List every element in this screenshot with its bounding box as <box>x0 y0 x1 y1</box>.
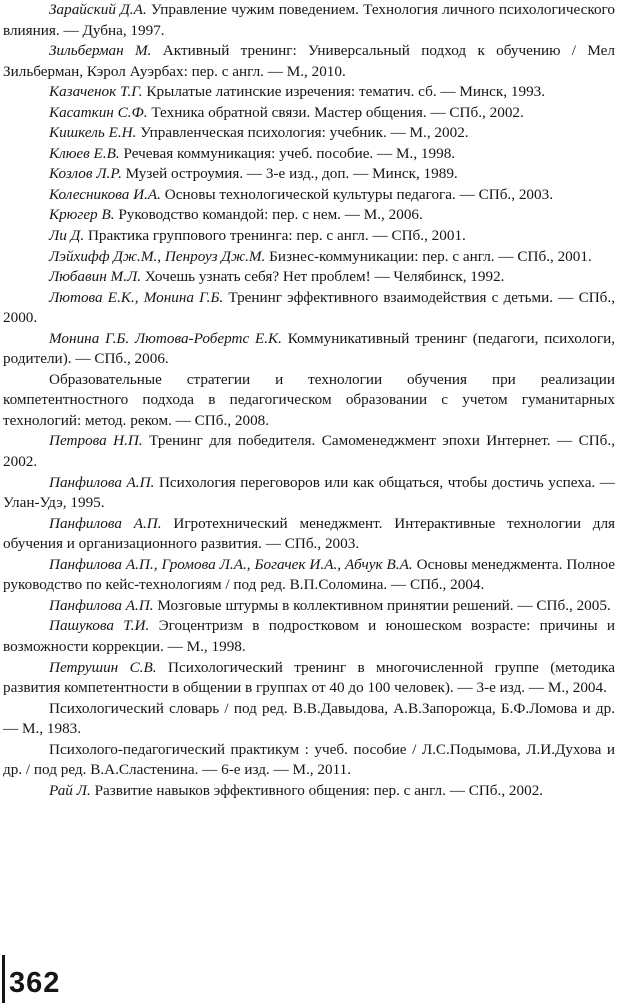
reference-item <box>3 699 615 740</box>
reference-author: Петрушин С.В. <box>49 658 157 676</box>
reference-text: Речевая коммуникация: учеб. пособие. — М., 1998. <box>119 144 456 162</box>
reference-text: Психологический тренинг в многочисленной группе (методика развития компетентности в общении в группах от 40 до 100 человек). — 3-е изд. — М., 2004. <box>3 658 615 697</box>
reference-item <box>3 123 615 144</box>
reference-text: Музей остроумия. — 3-е изд., доп. — Минск, 1989. <box>121 165 458 183</box>
reference-author: Ли Д. <box>49 227 85 245</box>
reference-author: Кишкель Е.Н. <box>49 124 137 142</box>
reference-text: Психологический словарь / под ред. В.В.Давыдова, А.В.Запорожца, Б.Ф.Ломова и др. — М., 1983. <box>3 699 615 738</box>
reference-item <box>3 82 615 103</box>
reference-item <box>3 0 615 41</box>
reference-text: Мозговые штурмы в коллективном принятии решений. — СПб., 2005. <box>153 596 611 614</box>
reference-author: Панфилова А.П. <box>49 596 154 614</box>
reference-text: Развитие навыков эффективного общения: пер. с англ. — СПб., 2002. <box>90 781 544 799</box>
reference-text: Психология переговоров или как общаться, чтобы достичь успеха. — Улан-Удэ, 1995. <box>3 473 615 512</box>
reference-text: Управление чужим поведением. Технология личного психологического влияния. — Дубна, 1997. <box>3 1 615 39</box>
reference-list <box>3 0 615 801</box>
reference-item <box>3 431 615 472</box>
reference-author: Панфилова А.П. <box>49 514 162 532</box>
reference-text: Управленческая психология: учебник. — М., 2002. <box>136 124 469 142</box>
reference-item <box>3 247 615 268</box>
reference-item <box>3 205 615 226</box>
reference-author: Петрова Н.П. <box>49 432 143 450</box>
reference-item <box>3 740 615 781</box>
reference-text: Тренинг эффективного взаимодействия с детьми. — СПб., 2000. <box>3 288 616 327</box>
page-number-bar <box>2 955 5 1003</box>
reference-text: Психолого-педагогический практикум : учеб. пособие / Л.С.Подымова, Л.И.Духова и др. / под ред. В.А.Сластенина. — 6-е изд. — М., 2011. <box>3 740 615 779</box>
reference-item <box>3 41 615 82</box>
reference-text: Основы технологической культуры педагога. — СПб., 2003. <box>160 185 553 203</box>
reference-text: Хочешь узнать себя? Нет проблем! — Челябинск, 1992. <box>141 268 505 286</box>
reference-item <box>3 514 615 555</box>
reference-text: Активный тренинг: Универсальный подход к обучению / Мел Зильберман, Кэрол Ауэрбах: пер. с англ. — М., 2010. <box>3 42 615 80</box>
reference-item <box>3 267 615 288</box>
reference-text: Игротехнический менеджмент. Интерактивные технологии для обучения и организационного развития. — СПб., 2003. <box>3 514 616 553</box>
reference-text: Практика группового тренинга: пер. с англ. — СПб., 2001. <box>84 227 466 245</box>
reference-author: Лютова Е.К., Монина Г.Б. <box>49 288 224 306</box>
reference-text: Коммуникативный тренинг (педагоги, психологи, родители). — СПб., 2006. <box>3 329 615 368</box>
reference-text: Основы менеджмента. Полное руководство по кейс-технологиям / под ред. В.П.Соломина. — СПб., 2004. <box>3 555 615 594</box>
reference-author: Козлов Л.Р. <box>49 165 122 183</box>
reference-item <box>3 144 615 165</box>
reference-item <box>3 596 615 617</box>
reference-item <box>3 226 615 247</box>
reference-author: Касаткин С.Ф. <box>49 103 148 121</box>
reference-item <box>3 103 615 124</box>
reference-author: Клюев Е.В. <box>49 144 120 162</box>
reference-author: Панфилова А.П. <box>49 473 155 491</box>
reference-text: Техника обратной связи. Мастер общения. — СПб., 2002. <box>147 103 524 121</box>
reference-author: Лэйхифф Дж.М., Пенроуз Дж.М. <box>49 247 266 265</box>
reference-author: Монина Г.Б. Лютова-Робертс Е.К. <box>49 329 282 347</box>
reference-author: Крюгер В. <box>49 206 115 224</box>
reference-item <box>3 658 615 699</box>
reference-author: Зильберман М. <box>49 42 152 60</box>
reference-item <box>3 473 615 514</box>
reference-text: Бизнес-коммуникации: пер. с англ. — СПб., 2001. <box>265 247 592 265</box>
reference-author: Казаченок Т.Г. <box>49 83 143 101</box>
reference-author: Панфилова А.П., Громова Л.А., Богачек И.А., Абчук В.А. <box>49 555 413 573</box>
reference-text: Эгоцентризм в подростковом и юношеском возрасте: причины и возможности коррекции. — М., 1998. <box>3 617 615 655</box>
reference-item <box>3 164 615 185</box>
reference-text: Образовательные стратегии и технологии обучения при реализации компетентностного подхода в педагогическом образовании с учетом гуманитарных технологий: метод. реком. — СПб., 2008. <box>3 370 615 429</box>
reference-text: Тренинг для победителя. Самоменеджмент эпохи Интернет. — СПб., 2002. <box>3 432 615 471</box>
reference-item <box>3 555 615 596</box>
reference-author: Пашукова Т.И. <box>49 617 150 635</box>
reference-author: Колесникова И.А. <box>49 185 161 203</box>
reference-text: Крылатые латинские изречения: тематич. сб. — Минск, 1993. <box>142 83 546 101</box>
reference-item <box>3 329 615 370</box>
reference-item <box>3 288 615 329</box>
reference-item <box>3 370 615 432</box>
reference-author: Зарайский Д.А. <box>49 1 147 18</box>
reference-item <box>3 616 615 657</box>
reference-text: Руководство командой: пер. с нем. — М., 2006. <box>114 206 423 224</box>
reference-item <box>3 781 615 802</box>
reference-author: Рай Л. <box>49 781 91 799</box>
page-number: 362 <box>9 967 61 999</box>
reference-author: Любавин М.Л. <box>49 268 142 286</box>
reference-item <box>3 185 615 206</box>
